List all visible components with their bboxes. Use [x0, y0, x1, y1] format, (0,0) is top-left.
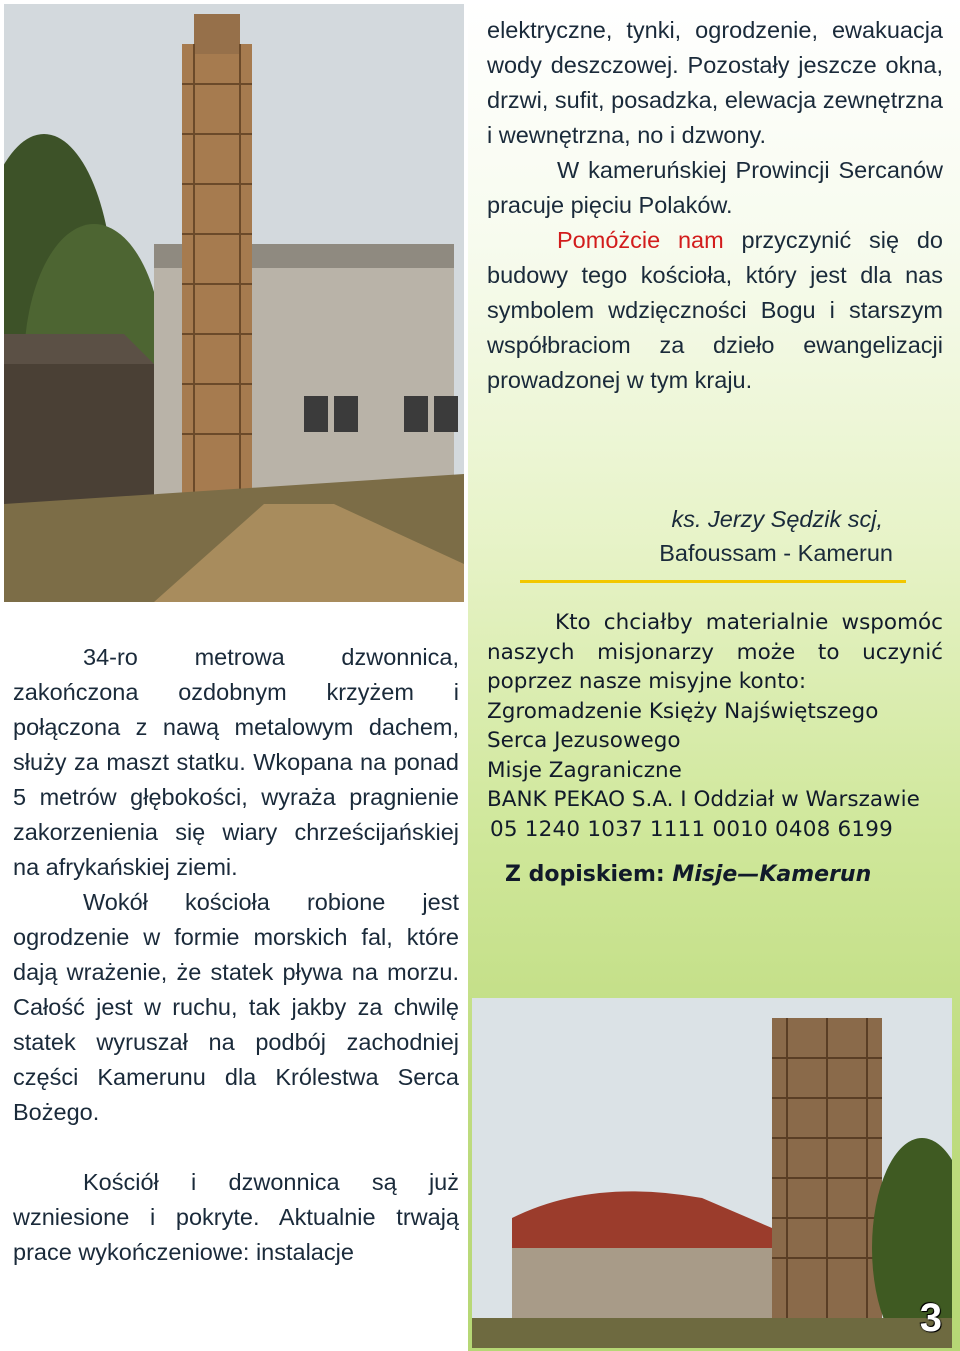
divider-line — [520, 580, 906, 583]
bank-line-1: Zgromadzenie Księży Najświętszego — [487, 698, 879, 724]
note-label: Z dopiskiem: — [505, 862, 673, 887]
bell-tower-illustration — [4, 4, 464, 602]
paragraph-fence: Wokół kościoła robione jest ogrodzenie w formie morskich fal, które dają wrażenie, że statek pływa na morzu. Całość jest w ruchu, tak jakby za chwilę statek wyruszał na podbój zachodniej części Kamerunu dla Królestwa Serca Bożego. — [13, 889, 459, 1125]
signature-place: Bafoussam - Kamerun — [659, 540, 893, 566]
paragraph-appeal — [487, 223, 943, 398]
signature-name: ks. Jerzy Sędzik scj, — [671, 506, 883, 532]
bank-line-4: BANK PEKAO S.A. I Oddział w Warszawie — [487, 787, 920, 812]
appeal-text: przyczynić się do budowy tego kościoła, który jest dla nas symbolem wdzięczności Bogu i starszym współbraciom za dzieło ewangelizacji prowadzonej w tym kraju. — [487, 227, 943, 393]
donation-box — [487, 608, 943, 890]
donation-intro: Kto chciałby materialnie wspomóc naszych misjonarzy może to uczynić poprzez nasze misyjne konto: — [487, 610, 943, 694]
church-illustration — [472, 998, 952, 1348]
bank-line-3: Misje Zagraniczne — [487, 757, 682, 783]
paragraph-bell-tower: 34-ro metrowa dzwonnica, zakończona ozdobnym krzyżem i połączona z nawą metalowym dachem, służy za maszt statku. Wkopana na ponad 5 metrów głębokości, wyraża pragnienie zakorzenienia się wiary chrześcijańskiej na afrykańskiej ziemi. — [13, 644, 459, 880]
photo-church — [472, 998, 952, 1348]
paragraph-polish-missionaries: W kameruńskiej Prowincji Sercanów pracuje pięciu Polaków. — [487, 157, 943, 218]
donation-note — [487, 860, 943, 890]
account-number: 05 1240 1037 1111 0010 0408 6199 — [490, 816, 894, 842]
paragraph-remaining-work: elektryczne, tynki, ogrodzenie, ewakuacja wody deszczowej. Pozostały jeszcze okna, drzwi, sufit, posadzka, elewacja zewnętrzna i wewnętrzna, no i dzwony. — [487, 17, 943, 148]
bank-line-2: Serca Jezusowego — [487, 728, 681, 753]
paragraph-progress: Kościół i dzwonnica są już wzniesione i pokryte. Aktualnie trwają prace wykończeniowe: instalacje — [13, 1169, 459, 1265]
left-column-text — [13, 640, 459, 1270]
right-column-text — [487, 13, 943, 398]
appeal-highlight: Pomóżcie nam — [557, 227, 724, 253]
photo-bell-tower — [4, 4, 464, 602]
note-value: Misje—Kamerun — [672, 862, 872, 887]
page-number: 3 — [919, 1296, 942, 1340]
